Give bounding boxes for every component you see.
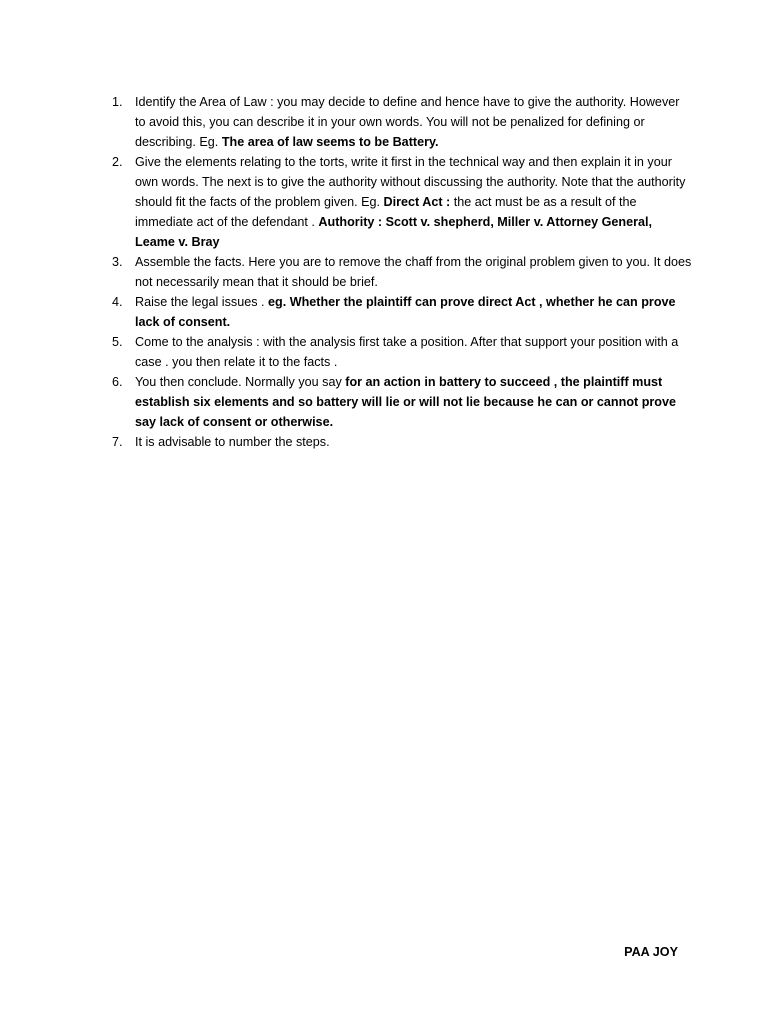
step-number: 4. xyxy=(112,295,123,309)
step-text: You then conclude. Normally you say xyxy=(135,375,346,389)
step-number: 1. xyxy=(112,95,123,109)
step-item-2 xyxy=(112,152,692,252)
step-bold-text: The area of law seems to be Battery. xyxy=(221,135,439,149)
step-authority-text: Authority : Scott v. shepherd, Miller v. Attorney General, Leame v. Bray xyxy=(135,215,652,249)
step-text: Assemble the facts. Here you are to remove the chaff from the original problem given to you. It does not necessarily mean that it should be brief. xyxy=(135,255,692,289)
step-bold-text: for an action in battery to succeed , the plaintiff must establish six elements and so battery will lie or will not lie because he can or cannot prove say lack of consent or otherwise. xyxy=(135,375,676,429)
step-text: Give the elements relating to the torts, write it first in the technical way and then explain it in your own words. The next is to give the authority without discussing the authority. Note that the authority should fit the facts of the problem given. Eg. xyxy=(135,155,686,209)
step-text: Identify the Area of Law : you may decide to define and hence have to give the authority. However to avoid this, you can describe it in your own words. You will not be penalized for defining or describing. Eg. xyxy=(135,95,680,149)
footer-author: PAA JOY xyxy=(624,945,678,959)
step-item-5 xyxy=(112,332,692,372)
step-text: It is advisable to number the steps. xyxy=(135,435,330,449)
step-item-4 xyxy=(112,292,692,332)
step-number: 7. xyxy=(112,435,123,449)
step-number: 6. xyxy=(112,375,123,389)
step-bold-text: Direct Act : xyxy=(383,195,454,209)
step-text-continued: the act must be as a result of the immediate act of the defendant . xyxy=(135,195,637,229)
step-item-3 xyxy=(112,252,692,292)
step-item-7 xyxy=(112,432,692,452)
steps-list xyxy=(112,92,692,452)
step-text: Come to the analysis : with the analysis first take a position. After that support your position with a case . you then relate it to the facts . xyxy=(135,335,679,369)
step-text: Raise the legal issues . xyxy=(135,295,269,309)
step-bold-text: eg. Whether the plaintiff can prove direct Act , whether he can prove lack of consent. xyxy=(135,295,676,329)
step-item-1 xyxy=(112,92,692,152)
step-number: 5. xyxy=(112,335,123,349)
step-item-6 xyxy=(112,372,692,432)
step-number: 3. xyxy=(112,255,123,269)
step-number: 2. xyxy=(112,155,123,169)
